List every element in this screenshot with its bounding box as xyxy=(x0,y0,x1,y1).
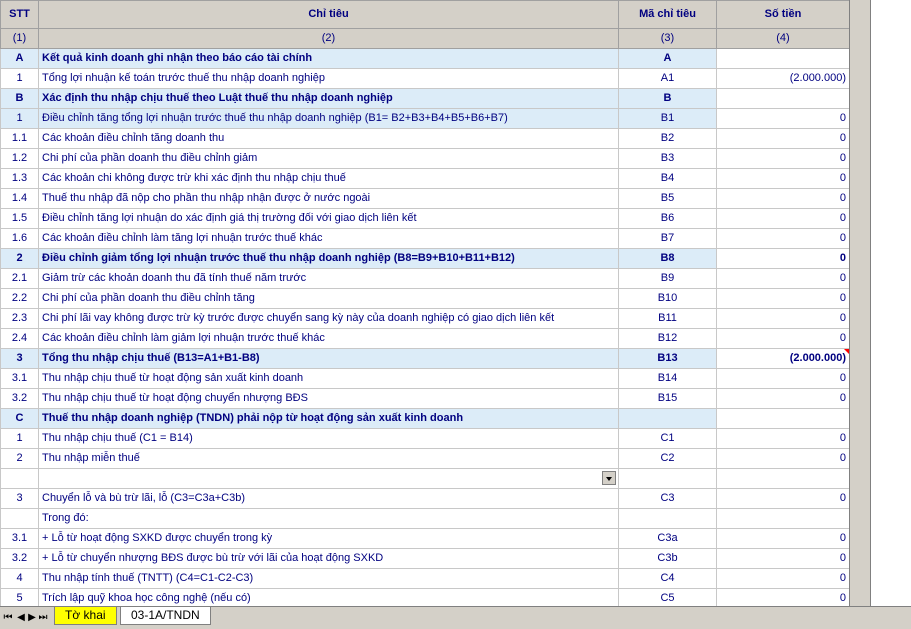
row-stt: 2 xyxy=(1,249,39,269)
row-amount[interactable] xyxy=(717,409,850,429)
row-label: Điều chỉnh giảm tổng lợi nhuận trước thuế thu nhập doanh nghiệp (B8=B9+B10+B11+B12) xyxy=(39,249,619,269)
row-label: Thu nhập miễn thuế xyxy=(39,449,619,469)
row-code: C4 xyxy=(619,569,717,589)
row-stt: 3 xyxy=(1,489,39,509)
table-row xyxy=(1,49,850,69)
row-amount[interactable]: 0 xyxy=(717,389,850,409)
table-row xyxy=(1,349,850,369)
sheet-tab-bar xyxy=(0,606,911,629)
row-label: Trích lập quỹ khoa học công nghệ (nếu có) xyxy=(39,589,619,607)
row-label: Điều chỉnh tăng lợi nhuận do xác định giá thị trường đối với giao dịch liên kết xyxy=(39,209,619,229)
header-ma-chi-tieu[interactable]: Mã chỉ tiêu xyxy=(619,1,717,29)
row-code: B13 xyxy=(619,349,717,369)
row-amount[interactable]: 0 xyxy=(717,329,850,349)
row-stt: 1 xyxy=(1,109,39,129)
index-1: (1) xyxy=(1,29,39,49)
row-stt: 1 xyxy=(1,429,39,449)
row-amount[interactable]: 0 xyxy=(717,309,850,329)
row-stt: 3.1 xyxy=(1,529,39,549)
row-stt: 4 xyxy=(1,569,39,589)
row-label: Chi phí của phần doanh thu điều chỉnh giảm xyxy=(39,149,619,169)
row-amount[interactable] xyxy=(717,469,850,489)
row-stt: 1.2 xyxy=(1,149,39,169)
row-label: Các khoản điều chỉnh tăng doanh thu xyxy=(39,129,619,149)
row-stt: B xyxy=(1,89,39,109)
row-stt: 5 xyxy=(1,589,39,607)
row-stt xyxy=(1,469,39,489)
row-select-dropdown[interactable] xyxy=(39,469,619,489)
table-row xyxy=(1,329,850,349)
row-label: Thuế thu nhập doanh nghiệp (TNDN) phải nộp từ hoạt động sản xuất kinh doanh xyxy=(39,409,619,429)
table-row xyxy=(1,529,850,549)
table-row xyxy=(1,249,850,269)
row-stt: 2 xyxy=(1,449,39,469)
table-row xyxy=(1,269,850,289)
row-amount[interactable]: 0 xyxy=(717,169,850,189)
row-amount[interactable]: 0 xyxy=(717,149,850,169)
row-code: B12 xyxy=(619,329,717,349)
row-amount[interactable]: 0 xyxy=(717,369,850,389)
row-label: Kết quả kinh doanh ghi nhận theo báo cáo tài chính xyxy=(39,49,619,69)
row-stt: 1.3 xyxy=(1,169,39,189)
tab-to-khai[interactable]: Tờ khai xyxy=(54,607,117,625)
row-label: Thuế thu nhập đã nộp cho phần thu nhập nhận được ở nước ngoài xyxy=(39,189,619,209)
row-amount[interactable]: (2.000.000) xyxy=(717,69,850,89)
table-row xyxy=(1,89,850,109)
row-label: Trong đó: xyxy=(39,509,619,529)
row-label: Chi phí của phần doanh thu điều chỉnh tăng xyxy=(39,289,619,309)
row-amount[interactable]: 0 xyxy=(717,289,850,309)
row-code xyxy=(619,509,717,529)
row-amount[interactable]: 0 xyxy=(717,129,850,149)
next-sheet-icon[interactable]: ▶ xyxy=(28,612,36,623)
row-code: B6 xyxy=(619,209,717,229)
table-row xyxy=(1,169,850,189)
dropdown-arrow-icon[interactable] xyxy=(602,471,616,485)
row-code xyxy=(619,469,717,489)
row-code: B1 xyxy=(619,109,717,129)
table-row xyxy=(1,589,850,607)
row-amount[interactable] xyxy=(717,509,850,529)
table-row xyxy=(1,189,850,209)
row-stt: 2.2 xyxy=(1,289,39,309)
row-code: C2 xyxy=(619,449,717,469)
table-row xyxy=(1,449,850,469)
row-code: B14 xyxy=(619,369,717,389)
header-row xyxy=(1,1,850,29)
row-amount[interactable]: 0 xyxy=(717,489,850,509)
row-label: Các khoản điều chỉnh làm tăng lợi nhuận trước thuế khác xyxy=(39,229,619,249)
index-3: (3) xyxy=(619,29,717,49)
table-row xyxy=(1,429,850,449)
row-code: B9 xyxy=(619,269,717,289)
row-stt: 1.5 xyxy=(1,209,39,229)
row-label: + Lỗ từ hoạt động SXKD được chuyển trong kỳ xyxy=(39,529,619,549)
table-row xyxy=(1,69,850,89)
row-stt: 1.4 xyxy=(1,189,39,209)
table-row xyxy=(1,229,850,249)
row-code: B xyxy=(619,89,717,109)
row-stt: 2.1 xyxy=(1,269,39,289)
row-stt: 3.1 xyxy=(1,369,39,389)
row-label: Chi phí lãi vay không được trừ kỳ trước được chuyển sang kỳ này của doanh nghiệp có giao dịch liên kết xyxy=(39,309,619,329)
table-row xyxy=(1,409,850,429)
row-amount[interactable]: 0 xyxy=(717,429,850,449)
row-code: B10 xyxy=(619,289,717,309)
first-sheet-icon[interactable]: ⏮ xyxy=(3,612,13,623)
table-row xyxy=(1,569,850,589)
last-sheet-icon[interactable]: ⏭ xyxy=(38,612,48,623)
row-code: B2 xyxy=(619,129,717,149)
row-amount[interactable]: 0 xyxy=(717,549,850,569)
tab-03-1a-tndn[interactable]: 03-1A/TNDN xyxy=(120,607,211,625)
row-code: B8 xyxy=(619,249,717,269)
row-label: Tổng lợi nhuận kế toán trước thuế thu nhập doanh nghiệp xyxy=(39,69,619,89)
row-stt: 3 xyxy=(1,349,39,369)
index-2: (2) xyxy=(39,29,619,49)
row-label: Thu nhập tính thuế (TNTT) (C4=C1-C2-C3) xyxy=(39,569,619,589)
table-row xyxy=(1,509,850,529)
row-label: Điều chỉnh tăng tổng lợi nhuận trước thuế thu nhập doanh nghiệp (B1= B2+B3+B4+B5+B6+B7) xyxy=(39,109,619,129)
row-amount[interactable]: 0 xyxy=(717,569,850,589)
header-so-tien[interactable]: Số tiền xyxy=(717,1,850,29)
row-label: Chuyển lỗ và bù trừ lãi, lỗ (C3=C3a+C3b) xyxy=(39,489,619,509)
row-label: Các khoản điều chỉnh làm giảm lợi nhuận trước thuế khác xyxy=(39,329,619,349)
row-code: C3 xyxy=(619,489,717,509)
row-code: B4 xyxy=(619,169,717,189)
row-stt: 3.2 xyxy=(1,389,39,409)
row-label: + Lỗ từ chuyển nhượng BĐS được bù trừ với lãi của hoạt động SXKD xyxy=(39,549,619,569)
row-code: A1 xyxy=(619,69,717,89)
table-row xyxy=(1,469,850,489)
row-code: B3 xyxy=(619,149,717,169)
vertical-scrollbar-area[interactable] xyxy=(849,0,911,606)
row-amount[interactable]: 0 xyxy=(717,529,850,549)
row-stt: 2.4 xyxy=(1,329,39,349)
row-label: Xác định thu nhập chịu thuế theo Luật thuế thu nhập doanh nghiệp xyxy=(39,89,619,109)
table-row xyxy=(1,129,850,149)
row-amount[interactable]: 0 xyxy=(717,249,850,269)
table-row xyxy=(1,289,850,309)
row-label: Thu nhập chịu thuế từ hoạt động chuyển nhượng BĐS xyxy=(39,389,619,409)
row-code: B7 xyxy=(619,229,717,249)
row-stt: 3.2 xyxy=(1,549,39,569)
row-code: C3a xyxy=(619,529,717,549)
table-row xyxy=(1,209,850,229)
row-code xyxy=(619,409,717,429)
prev-sheet-icon[interactable]: ◀ xyxy=(17,612,25,623)
row-amount[interactable] xyxy=(717,89,850,109)
row-stt: 1.1 xyxy=(1,129,39,149)
row-amount[interactable]: 0 xyxy=(717,449,850,469)
row-label: Các khoản chi không được trừ khi xác định thu nhập chịu thuế xyxy=(39,169,619,189)
table-row xyxy=(1,369,850,389)
table-row xyxy=(1,149,850,169)
row-code: A xyxy=(619,49,717,69)
row-code: B15 xyxy=(619,389,717,409)
row-stt: 1 xyxy=(1,69,39,89)
row-amount[interactable]: 0 xyxy=(717,109,850,129)
table-row xyxy=(1,489,850,509)
row-label: Thu nhập chịu thuế từ hoạt động sản xuất kinh doanh xyxy=(39,369,619,389)
row-amount[interactable]: 0 xyxy=(717,269,850,289)
row-stt: 2.3 xyxy=(1,309,39,329)
row-stt: A xyxy=(1,49,39,69)
row-stt xyxy=(1,509,39,529)
row-label: Giảm trừ các khoản doanh thu đã tính thuế năm trước xyxy=(39,269,619,289)
table-row xyxy=(1,109,850,129)
row-amount[interactable] xyxy=(717,49,850,69)
index-row xyxy=(1,29,850,49)
table-row xyxy=(1,309,850,329)
row-stt: 1.6 xyxy=(1,229,39,249)
row-amount[interactable]: 0 xyxy=(717,589,850,607)
table-row xyxy=(1,389,850,409)
row-amount[interactable]: (2.000.000) xyxy=(717,349,850,369)
table-row xyxy=(1,549,850,569)
header-chi-tieu[interactable]: Chỉ tiêu xyxy=(39,1,619,29)
row-amount[interactable]: 0 xyxy=(717,209,850,229)
row-code: C1 xyxy=(619,429,717,449)
empty-column-area xyxy=(870,0,911,606)
row-amount[interactable]: 0 xyxy=(717,229,850,249)
row-code: B5 xyxy=(619,189,717,209)
row-label: Thu nhập chịu thuế (C1 = B14) xyxy=(39,429,619,449)
row-code: C5 xyxy=(619,589,717,607)
row-code: B11 xyxy=(619,309,717,329)
header-stt[interactable]: STT xyxy=(1,1,39,29)
row-amount[interactable]: 0 xyxy=(717,189,850,209)
row-code: C3b xyxy=(619,549,717,569)
index-4: (4) xyxy=(717,29,850,49)
row-stt: C xyxy=(1,409,39,429)
row-label: Tổng thu nhập chịu thuế (B13=A1+B1-B8) xyxy=(39,349,619,369)
